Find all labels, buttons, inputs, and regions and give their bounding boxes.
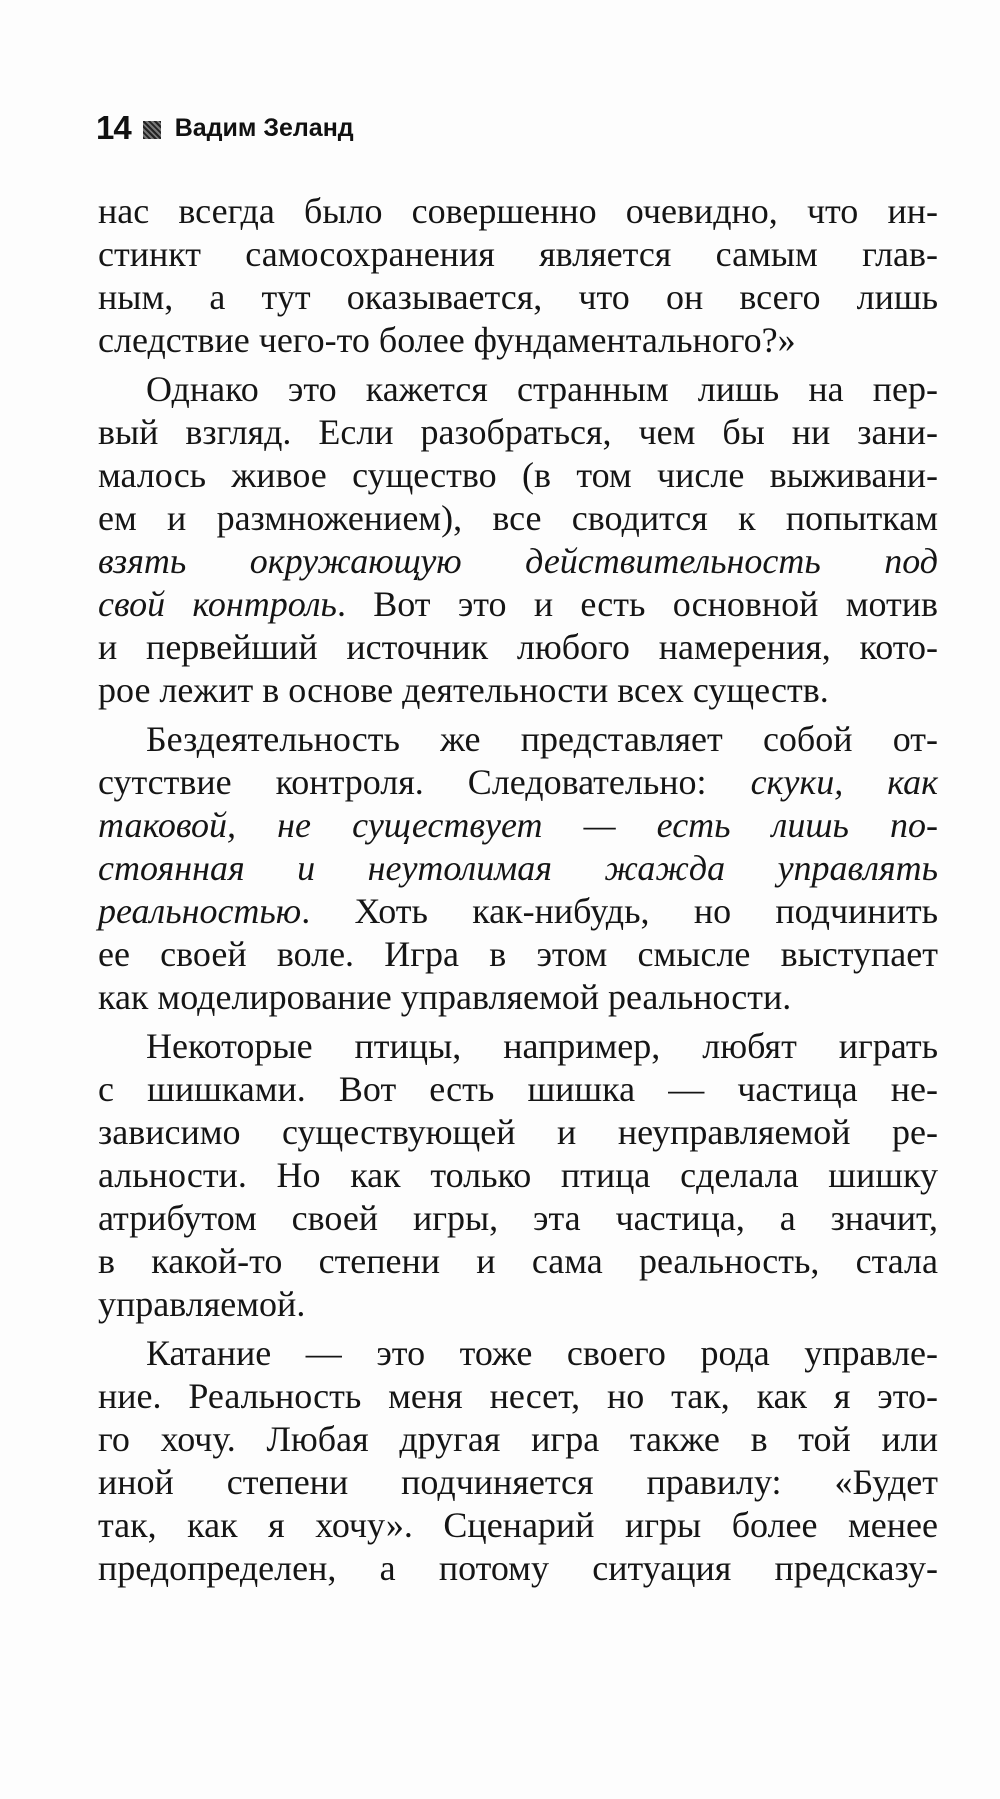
text-line xyxy=(98,1418,938,1461)
text-segment: так, как я хочу». Сценарий игры более менее xyxy=(98,1505,938,1545)
text-line xyxy=(98,933,938,976)
text-line xyxy=(98,454,938,497)
italic-text: реальностью xyxy=(98,891,302,931)
text-segment: . Хоть как-нибудь, но подчинить xyxy=(301,891,938,931)
text-line xyxy=(98,411,938,454)
text-segment: малось живое существо (в том числе выживани- xyxy=(98,455,938,495)
text-segment: нас всегда было совершенно очевидно, что ин- xyxy=(98,191,938,231)
text-segment: вый взгляд. Если разобраться, чем бы ни зани- xyxy=(98,412,938,452)
text-segment: атрибутом своей игры, эта частица, а значит, xyxy=(98,1198,938,1238)
text-segment: сутствие контроля. Следовательно: xyxy=(98,762,751,802)
text-segment: ние. Реальность меня несет, но так, как я это- xyxy=(98,1376,938,1416)
text-line xyxy=(98,1283,938,1326)
italic-text: взять окружающую действительность под xyxy=(98,541,938,581)
text-line xyxy=(98,890,938,933)
text-segment: . Вот это и есть основной мотив xyxy=(336,584,938,624)
text-line xyxy=(98,233,938,276)
text-line xyxy=(98,1025,938,1068)
text-line xyxy=(98,1068,938,1111)
italic-text: таковой, не существует — есть лишь по- xyxy=(98,805,938,845)
text-segment: Бездеятельность же представляет собой от- xyxy=(146,719,938,759)
text-line xyxy=(98,976,938,1019)
text-line xyxy=(98,319,938,362)
text-line xyxy=(98,1111,938,1154)
text-segment: зависимо существующей и неуправляемой ре- xyxy=(98,1112,938,1152)
text-segment: ным, а тут оказывается, что он всего лишь xyxy=(98,277,938,317)
text-line xyxy=(98,583,938,626)
text-line xyxy=(98,669,938,712)
body-text xyxy=(98,190,938,1590)
text-segment: ее своей воле. Игра в этом смысле выступает xyxy=(98,934,938,974)
text-segment: и первейший источник любого намерения, кото- xyxy=(98,627,938,667)
text-segment: Некоторые птицы, например, любят играть xyxy=(146,1026,938,1066)
text-segment: ем и размножением), все сводится к попыткам xyxy=(98,498,938,538)
text-line xyxy=(98,276,938,319)
text-line xyxy=(98,1547,938,1590)
italic-text: свой контроль xyxy=(98,584,337,624)
author-name: Вадим Зеланд xyxy=(174,113,354,142)
text-segment: альности. Но как только птица сделала шишку xyxy=(98,1155,938,1195)
text-line xyxy=(98,847,938,890)
text-line xyxy=(98,540,938,583)
text-segment: го хочу. Любая другая игра также в той или xyxy=(98,1419,938,1459)
text-line xyxy=(98,368,938,411)
text-segment: рое лежит в основе деятельности всех существ. xyxy=(98,670,829,710)
text-line xyxy=(98,761,938,804)
running-header xyxy=(96,108,354,148)
text-segment: иной степени подчиняется правилу: «Будет xyxy=(98,1462,938,1502)
text-segment: как моделирование управляемой реальности. xyxy=(98,977,792,1017)
text-segment: предопределен, а потому ситуация предсказу- xyxy=(98,1548,938,1588)
text-segment: Катание — это тоже своего рода управле- xyxy=(146,1333,938,1373)
text-segment: Однако это кажется странным лишь на пер- xyxy=(146,369,938,409)
separator-square-icon xyxy=(143,121,161,139)
text-line xyxy=(98,1504,938,1547)
text-line xyxy=(98,718,938,761)
text-segment: следствие чего-то более фундаментального?» xyxy=(98,320,796,360)
text-line xyxy=(98,190,938,233)
text-line xyxy=(98,626,938,669)
italic-text: стоянная и неутолимая жажда управлять xyxy=(98,848,938,888)
text-segment: с шишками. Вот есть шишка — частица не- xyxy=(98,1069,938,1109)
page-number: 14 xyxy=(96,109,131,146)
text-line xyxy=(98,804,938,847)
text-line xyxy=(98,1461,938,1504)
text-line xyxy=(98,1154,938,1197)
text-line xyxy=(98,1375,938,1418)
text-line xyxy=(98,1240,938,1283)
text-segment: в какой-то степени и сама реальность, стала xyxy=(98,1241,938,1281)
text-line xyxy=(98,1197,938,1240)
text-segment: стинкт самосохранения является самым глав- xyxy=(98,234,938,274)
italic-text: скуки, как xyxy=(750,762,938,802)
text-line xyxy=(98,1332,938,1375)
text-segment: управляемой. xyxy=(98,1284,306,1324)
text-line xyxy=(98,497,938,540)
